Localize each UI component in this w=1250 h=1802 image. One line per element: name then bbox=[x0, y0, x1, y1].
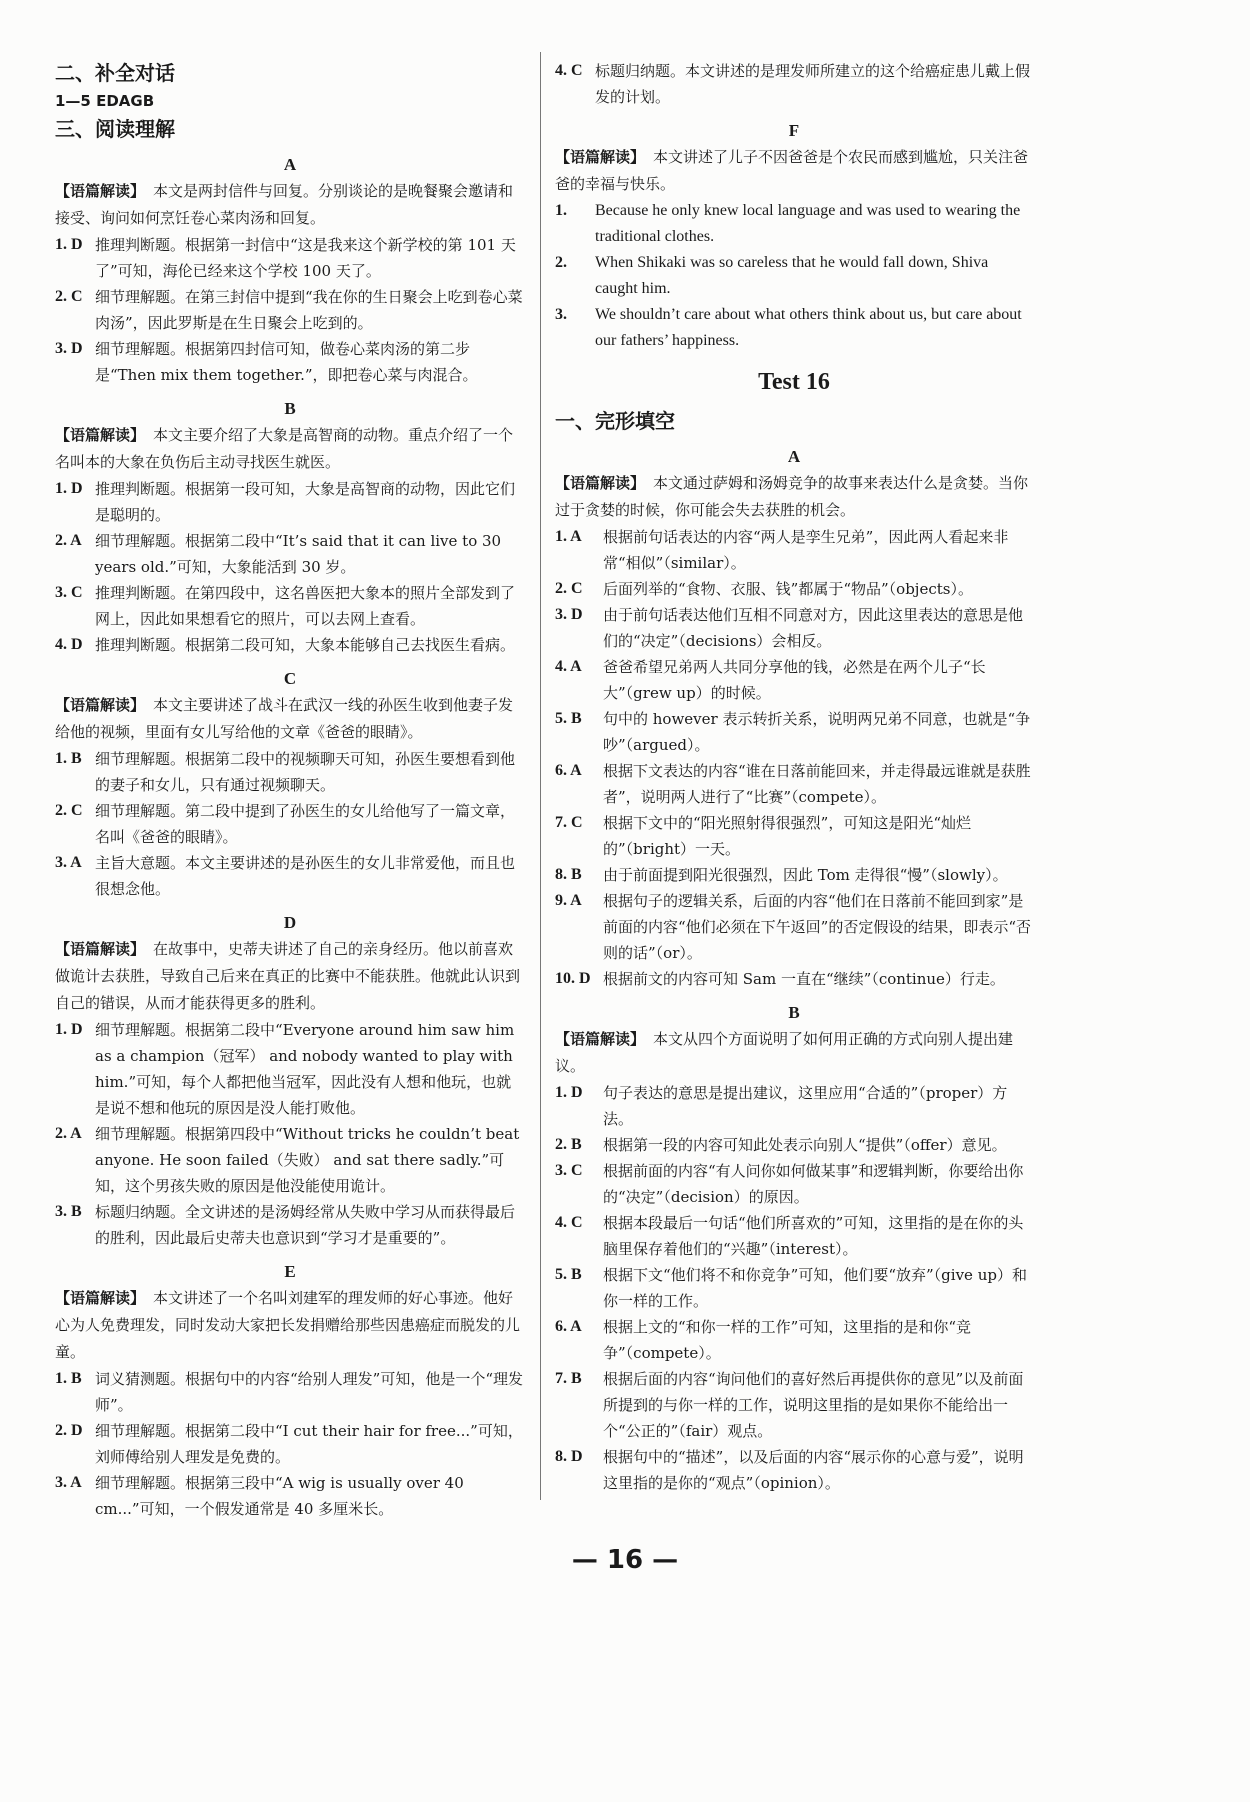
answer-item bbox=[555, 654, 1033, 706]
dialogue-answers: 1—5 EDAGB bbox=[55, 92, 155, 110]
answer-explanation: 根据下文表达的内容“谁在日落前能回来，并走得最远谁就是获胜者”，说明两人进行了“比赛”（compete）。 bbox=[603, 762, 1031, 806]
answer-number: 1. D bbox=[55, 1021, 83, 1038]
summary-text: 本文主要讲述了战斗在武汉一线的孙医生收到他妻子发给他的视频，里面有女儿写给他的文章《爸爸的眼睛》。 bbox=[55, 696, 514, 741]
answer-explanation: 根据后面的内容“询问他们的喜好然后再提供你的意见”以及前面所提到的与你一样的工作，说明这里指的是如果你不能给出一个“公正的”（fair）观点。 bbox=[603, 1370, 1024, 1440]
test-title: Test 16 bbox=[758, 369, 830, 395]
right-column bbox=[555, 58, 1033, 1496]
answer-explanation: 细节理解题。在第三封信中提到“我在你的生日聚会上吃到卷心菜肉汤”，因此罗斯是在生日聚会上吃到的。 bbox=[95, 288, 523, 332]
answer-explanation: 后面列举的“食物、衣服、钱”都属于“物品”（objects）。 bbox=[603, 580, 973, 598]
answer-item bbox=[555, 1444, 1033, 1496]
answer-number: 3. A bbox=[55, 1474, 82, 1491]
answer-explanation: 细节理解题。根据第四段中“Without tricks he couldn’t beat anyone. He soon failed（失败） and sat there sadly.”可知，这个男孩失败的原因是他没能使用诡计。 bbox=[95, 1125, 520, 1195]
passage-summary bbox=[55, 422, 525, 476]
answer-item bbox=[55, 580, 525, 632]
answer-number: 5. B bbox=[555, 710, 582, 727]
answer-item bbox=[555, 576, 1033, 602]
answer-explanation: 推理判断题。根据第二段可知，大象本能够自己去找医生看病。 bbox=[95, 636, 516, 654]
answer-item bbox=[555, 524, 1033, 576]
answer-explanation: 句子表达的意思是提出建议，这里应用“合适的”（proper）方法。 bbox=[603, 1084, 1008, 1128]
summary-tag: 【语篇解读】 bbox=[555, 1030, 646, 1048]
answer-item bbox=[55, 1121, 525, 1199]
answer-explanation: 细节理解题。根据第四封信可知，做卷心菜肉汤的第二步是“Then mix them together.”，即把卷心菜与肉混合。 bbox=[95, 340, 478, 384]
left-column bbox=[55, 58, 525, 1522]
answer-number: 2. bbox=[555, 254, 567, 271]
answer-item bbox=[555, 706, 1033, 758]
reading-passage-f bbox=[555, 118, 1033, 354]
answer-explanation: 根据前句话表达的内容“两人是孪生兄弟”，因此两人看起来非常“相似”（similar）。 bbox=[603, 528, 1009, 572]
answer-number: 1. B bbox=[55, 750, 82, 767]
answer-number: 2. C bbox=[55, 288, 83, 305]
passage-letter: F bbox=[788, 121, 800, 140]
answer-explanation: 根据第一段的内容可知此处表示向别人“提供”（offer）意见。 bbox=[603, 1136, 1007, 1154]
answer-item bbox=[555, 1158, 1033, 1210]
summary-text: 在故事中，史蒂夫讲述了自己的亲身经历。他以前喜欢做诡计去获胜，导致自己后来在真正的比赛中不能获胜。他就此认识到自己的错误，从而才能获得更多的胜利。 bbox=[55, 940, 521, 1012]
answer-explanation: 主旨大意题。本文主要讲述的是孙医生的女儿非常爱他，而且也很想念他。 bbox=[95, 854, 516, 898]
answer-number: 1. bbox=[555, 202, 567, 219]
answer-item bbox=[555, 602, 1033, 654]
summary-tag: 【语篇解读】 bbox=[555, 148, 646, 166]
answer-item bbox=[55, 850, 525, 902]
answer-explanation: 根据句子的逻辑关系，后面的内容“他们在日落前不能回到家”是前面的内容“他们必须在下午返回”的否定假设的结果，即表示“否则的话”（or）。 bbox=[603, 892, 1032, 962]
passage-summary bbox=[555, 1026, 1033, 1080]
answer-explanation: 根据上文的“和你一样的工作”可知，这里指的是和你“竞争”（compete）。 bbox=[603, 1318, 972, 1362]
answer-item bbox=[555, 1366, 1033, 1444]
answer-item bbox=[555, 302, 1033, 354]
summary-tag: 【语篇解读】 bbox=[55, 696, 146, 714]
summary-text: 本文主要介绍了大象是高智商的动物。重点介绍了一个名叫本的大象在负伤后主动寻找医生就医。 bbox=[55, 426, 514, 471]
answer-explanation: 句中的 however 表示转折关系，说明两兄弟不同意，也就是“争吵”（argued）。 bbox=[603, 710, 1031, 754]
answer-item bbox=[555, 810, 1033, 862]
answer-item bbox=[55, 284, 525, 336]
column-divider bbox=[540, 52, 541, 1500]
answer-number: 1. B bbox=[55, 1370, 82, 1387]
passage-letter: A bbox=[787, 447, 801, 466]
answer-number: 1. D bbox=[555, 1084, 583, 1101]
answer-explanation: 标题归纳题。全文讲述的是汤姆经常从失败中学习从而获得最后的胜利，因此最后史蒂夫也意识到“学习才是重要的”。 bbox=[95, 1203, 516, 1247]
cloze-passages bbox=[555, 444, 1033, 1496]
summary-text: 本文是两封信件与回复。分别谈论的是晚餐聚会邀请和接受、询问如何烹饪卷心菜肉汤和回复。 bbox=[55, 182, 514, 227]
answer-number: 3. B bbox=[55, 1203, 82, 1220]
passage-letter: D bbox=[283, 913, 297, 932]
answer-number: 2. D bbox=[55, 1422, 83, 1439]
answer-number: 4. A bbox=[555, 658, 582, 675]
answer-explanation: 细节理解题。根据第二段中“I cut their hair for free...”可知，刘师傅给别人理发是免费的。 bbox=[95, 1422, 523, 1466]
passage-summary bbox=[55, 936, 525, 1017]
answer-number: 8. D bbox=[555, 1448, 583, 1465]
answer-item bbox=[55, 798, 525, 850]
answer-number: 3. D bbox=[555, 606, 583, 623]
section-title-reading: 三、阅读理解 bbox=[55, 117, 175, 141]
summary-tag: 【语篇解读】 bbox=[55, 1289, 146, 1307]
answer-explanation: We shouldn’t care about what others think about us, but care about our fathers’ happiness. bbox=[595, 306, 1022, 349]
summary-tag: 【语篇解读】 bbox=[55, 182, 146, 200]
summary-text: 本文通过萨姆和汤姆竞争的故事来表达什么是贪婪。当你过于贪婪的时候，你可能会失去获胜的机会。 bbox=[555, 474, 1029, 519]
answer-number: 2. A bbox=[55, 532, 82, 549]
answer-number: 7. B bbox=[555, 1370, 582, 1387]
answer-number: 1. A bbox=[555, 528, 582, 545]
answer-explanation: 词义猜测题。根据句中的内容“给别人理发”可知，他是一个“理发师”。 bbox=[95, 1370, 524, 1414]
answer-explanation: 推理判断题。在第四段中，这名兽医把大象本的照片全部发到了网上，因此如果想看它的照片，可以去网上查看。 bbox=[95, 584, 516, 628]
answer-item bbox=[555, 966, 1033, 992]
answer-number: 9. A bbox=[555, 892, 582, 909]
answer-number: 8. B bbox=[555, 866, 582, 883]
answer-number: 4. C bbox=[555, 62, 583, 79]
answer-explanation: 标题归纳题。本文讲述的是理发师所建立的这个给癌症患儿戴上假发的计划。 bbox=[595, 62, 1031, 106]
answer-number: 1. D bbox=[55, 480, 83, 497]
answer-explanation: 根据句中的“描述”，以及后面的内容“展示你的心意与爱”，说明这里指的是你的“观点”（opinion）。 bbox=[603, 1448, 1024, 1492]
summary-tag: 【语篇解读】 bbox=[55, 426, 146, 444]
passage-letter: C bbox=[283, 669, 297, 688]
answer-explanation: 根据下文“他们将不和你竞争”可知，他们要“放弃”（give up）和你一样的工作。 bbox=[603, 1266, 1027, 1310]
answer-explanation: 爸爸希望兄弟两人共同分享他的钱，必然是在两个儿子“长大”（grew up）的时候。 bbox=[603, 658, 986, 702]
answer-explanation: 由于前句话表达他们互相不同意对方，因此这里表达的意思是他们的“决定”（decisions）会相反。 bbox=[603, 606, 1024, 650]
passage-letter: A bbox=[283, 155, 297, 174]
answer-item bbox=[555, 1132, 1033, 1158]
passage-letter: B bbox=[788, 1003, 800, 1022]
answer-number: 3. D bbox=[55, 340, 83, 357]
answer-number: 5. B bbox=[555, 1266, 582, 1283]
answer-explanation: 根据下文中的“阳光照射得很强烈”，可知这是阳光“灿烂的”（bright）一天。 bbox=[603, 814, 972, 858]
summary-text: 本文讲述了一个名叫刘建军的理发师的好心事迹。他好心为人免费理发，同时发动大家把长发捐赠给那些因患癌症而脱发的儿童。 bbox=[55, 1289, 521, 1361]
answer-item bbox=[555, 198, 1033, 250]
answer-item bbox=[55, 1199, 525, 1251]
passage-summary bbox=[555, 144, 1033, 198]
passage-summary bbox=[555, 470, 1033, 524]
answer-number: 3. bbox=[555, 306, 567, 323]
answer-item bbox=[55, 1366, 525, 1418]
answer-item bbox=[555, 250, 1033, 302]
answer-number: 3. C bbox=[55, 584, 83, 601]
answer-explanation: Because he only knew local language and was used to wearing the traditional clothes. bbox=[595, 202, 1021, 245]
answer-explanation: 细节理解题。第二段中提到了孙医生的女儿给他写了一篇文章，名叫《爸爸的眼睛》。 bbox=[95, 802, 516, 846]
answer-explanation: When Shikaki was so careless that he would fall down, Shiva caught him. bbox=[595, 254, 989, 297]
answer-number: 1. D bbox=[55, 236, 83, 253]
answer-item bbox=[555, 888, 1033, 966]
answer-number: 4. D bbox=[55, 636, 83, 653]
answer-explanation: 细节理解题。根据第二段中的视频聊天可知，孙医生要想看到他的妻子和女儿，只有通过视频聊天。 bbox=[95, 750, 516, 794]
answer-item bbox=[55, 746, 525, 798]
reading-passages bbox=[55, 152, 525, 1522]
answer-item bbox=[55, 336, 525, 388]
summary-tag: 【语篇解读】 bbox=[55, 940, 146, 958]
answer-item bbox=[55, 1470, 525, 1522]
answer-number: 6. A bbox=[555, 1318, 582, 1335]
passage-summary bbox=[55, 1285, 525, 1366]
answer-number: 3. A bbox=[55, 854, 82, 871]
answer-item bbox=[555, 1210, 1033, 1262]
answer-number: 2. C bbox=[55, 802, 83, 819]
section-title-cloze: 一、完形填空 bbox=[555, 409, 675, 433]
answer-number: 3. C bbox=[555, 1162, 583, 1179]
answer-item bbox=[55, 632, 525, 658]
answer-item bbox=[55, 1418, 525, 1470]
passage-summary bbox=[55, 178, 525, 232]
summary-tag: 【语篇解读】 bbox=[555, 474, 646, 492]
answer-explanation: 根据前文的内容可知 Sam 一直在“继续”（continue）行走。 bbox=[603, 970, 1005, 988]
answer-number: 4. C bbox=[555, 1214, 583, 1231]
answer-item bbox=[555, 1262, 1033, 1314]
summary-text: 本文从四个方面说明了如何用正确的方式向别人提出建议。 bbox=[555, 1030, 1014, 1075]
answer-explanation: 细节理解题。根据第二段中“It’s said that it can live to 30 years old.”可知，大象能活到 30 岁。 bbox=[95, 532, 502, 576]
answer-item bbox=[55, 476, 525, 528]
answer-explanation: 推理判断题。根据第一封信中“这是我来这个新学校的第 101 天了”可知，海伦已经来这个学校 100 天了。 bbox=[95, 236, 516, 280]
answer-item bbox=[55, 232, 525, 284]
answer-explanation: 根据前面的内容“有人问你如何做某事”和逻辑判断，你要给出你的“决定”（decision）的原因。 bbox=[603, 1162, 1024, 1206]
answer-explanation: 细节理解题。根据第三段中“A wig is usually over 40 cm...”可知，一个假发通常是 40 多厘米长。 bbox=[95, 1474, 464, 1518]
passage-letter: E bbox=[284, 1262, 296, 1281]
passage-letter: B bbox=[284, 399, 296, 418]
answer-explanation: 由于前面提到阳光很强烈，因此 Tom 走得很“慢”（slowly）。 bbox=[603, 866, 1008, 884]
answer-number: 6. A bbox=[555, 762, 582, 779]
answer-item bbox=[555, 58, 1033, 110]
answer-number: 2. C bbox=[555, 580, 583, 597]
passage-summary bbox=[55, 692, 525, 746]
page-number: — 16 — bbox=[571, 1545, 679, 1575]
answer-item bbox=[555, 862, 1033, 888]
answer-number: 2. A bbox=[55, 1125, 82, 1142]
answer-explanation: 细节理解题。根据第二段中“Everyone around him saw him as a champion（冠军） and nobody wanted to play with him.”可知，每个人都把他当冠军，因此没有人想和他玩，也就是说不想和他玩的原因是没人能打败他。 bbox=[95, 1021, 515, 1117]
answer-number: 2. B bbox=[555, 1136, 582, 1153]
answer-item bbox=[555, 1080, 1033, 1132]
answer-item bbox=[55, 528, 525, 580]
answer-number: 10. D bbox=[555, 970, 591, 987]
answer-item bbox=[55, 1017, 525, 1121]
section-title-dialogue: 二、补全对话 bbox=[55, 61, 175, 85]
answer-explanation: 根据本段最后一句话“他们所喜欢的”可知，这里指的是在你的头脑里保存着他们的“兴趣”（interest）。 bbox=[603, 1214, 1024, 1258]
answer-item bbox=[555, 758, 1033, 810]
answer-item bbox=[555, 1314, 1033, 1366]
answer-number: 7. C bbox=[555, 814, 583, 831]
answer-explanation: 推理判断题。根据第一段可知，大象是高智商的动物，因此它们是聪明的。 bbox=[95, 480, 516, 524]
summary-text: 本文讲述了儿子不因爸爸是个农民而感到尴尬，只关注爸爸的幸福与快乐。 bbox=[555, 148, 1029, 193]
